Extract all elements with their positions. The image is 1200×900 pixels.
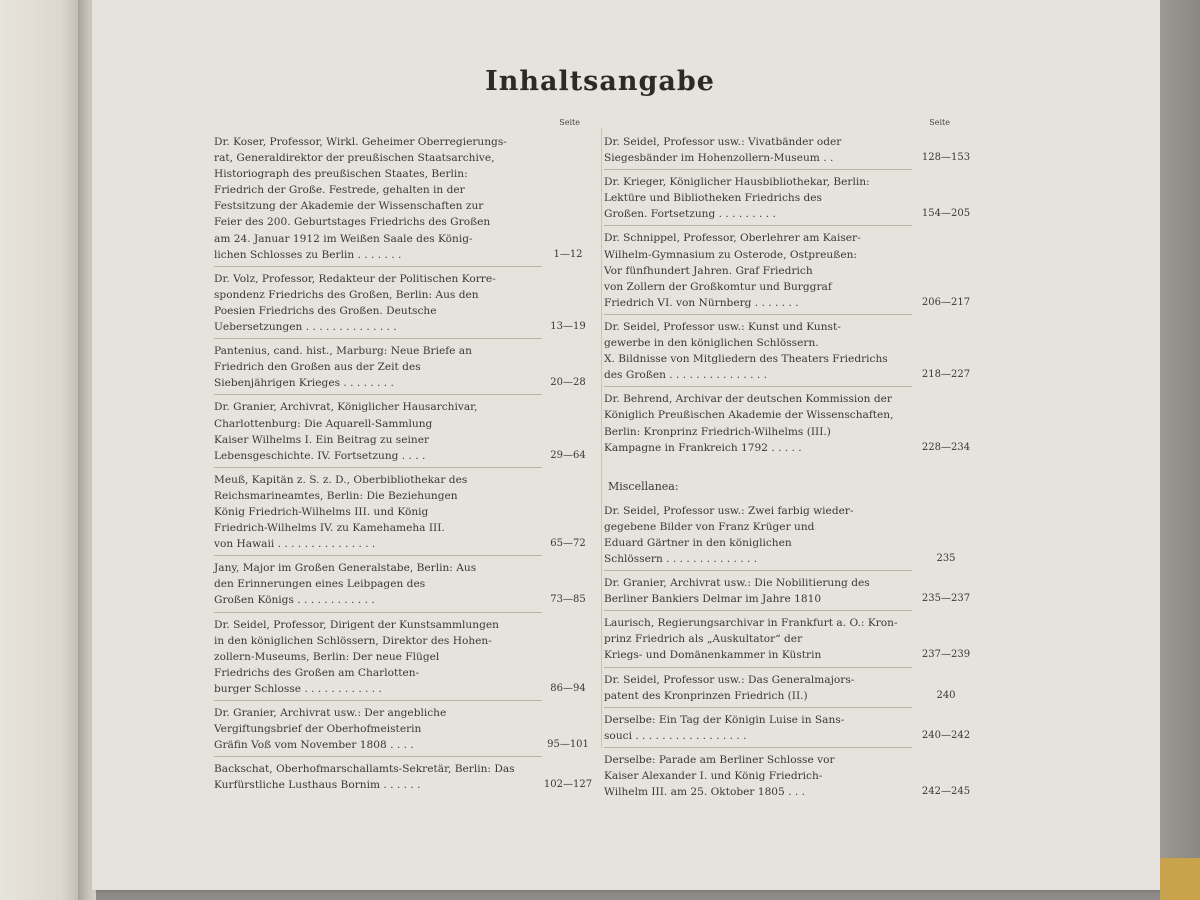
toc-entry [604, 230, 984, 310]
entry-separator [214, 338, 542, 339]
toc-entry-text: Dr. Seidel, Professor usw.: Zwei farbig wieder- gegebene Bilder von Franz Krüger und Eduard Gärtner in den königlichen Schlössern . . . . . . . . . . . . . . [604, 504, 854, 565]
toc-entry [214, 271, 598, 335]
toc-entry-text: Dr. Koser, Professor, Wirkl. Geheimer Oberregierungs- rat, Generaldirektor der preußischen Staatsarchive, Historiograph des preußischen Staates, Berlin: Friedrich der Große. Festrede, gehalten in der Festsitzung der Akademie der Wissenschaften zur Feier des 200. Geburtstages Friedrichs des Großen am 24. Januar 1912 im Weißen Saale des König- lichen Schlosses zu Berlin . . . . . . . [214, 136, 507, 261]
toc-entries-miscellanea [604, 503, 984, 801]
toc-entry [214, 560, 598, 608]
toc-entry-pages: 95—101 [547, 739, 589, 751]
entry-separator [604, 386, 912, 387]
toc-entry [604, 174, 984, 222]
toc-entry [214, 761, 598, 793]
toc-entry-pages: 73—85 [550, 594, 586, 606]
toc-entry-pages: 1—12 [553, 248, 583, 260]
toc-entry-text: Pantenius, cand. hist., Marburg: Neue Briefe an Friedrich den Großen aus der Zeit des Siebenjährigen Krieges . . . . . . . . [214, 345, 472, 390]
table-surface [1160, 0, 1200, 900]
entry-separator [214, 266, 542, 267]
toc-entry-text: Derselbe: Ein Tag der Königin Luise in Sans- souci . . . . . . . . . . . . . . . . . [604, 713, 845, 742]
toc-entry-pages: 86—94 [550, 682, 586, 694]
toc-entry [604, 319, 984, 383]
entry-separator [604, 314, 912, 315]
toc-entry-pages: 228—234 [921, 441, 971, 453]
toc-entry-text: Laurisch, Regierungsarchivar in Frankfurt a. O.: Kron- prinz Friedrich als „Auskultator“ der Kriegs- und Domänenkammer in Küstrin [604, 617, 898, 662]
toc-entry-text: Dr. Granier, Archivrat, Königlicher Hausarchivar, Charlottenburg: Die Aquarell-Sammlung Kaiser Wilhelms I. Ein Beitrag zu seiner Lebensgeschichte. IV. Fortsetzung . . . . [214, 401, 478, 462]
toc-entry [214, 617, 598, 697]
entry-separator [604, 747, 912, 748]
column-divider [601, 128, 602, 748]
page-column-header: Seite [559, 118, 580, 127]
entry-separator [604, 570, 912, 571]
toc-right-column [604, 118, 984, 800]
toc-entry [604, 752, 984, 800]
toc-entry-text: Dr. Krieger, Königlicher Hausbibliothekar, Berlin: Lektüre und Bibliotheken Friedrichs des Großen. Fortsetzung . . . . . . . . . [604, 176, 870, 221]
toc-entry-text: Dr. Seidel, Professor usw.: Vivatbänder oder Siegesbänder im Hohenzollern-Museum . . [604, 136, 842, 165]
entry-separator [214, 555, 542, 556]
toc-entry-text: Jany, Major im Großen Generalstabe, Berlin: Aus den Erinnerungen eines Leibpagen des Großen Königs . . . . . . . . . . . . [214, 562, 477, 607]
toc-entry-pages: 102—127 [543, 779, 593, 791]
page-title: Inhaltsangabe [485, 66, 715, 97]
toc-entry-text: Dr. Granier, Archivrat usw.: Die Nobilitierung des Berliner Bankiers Delmar im Jahre 1810 [604, 577, 870, 606]
left-page-edge [0, 0, 86, 900]
toc-entry-pages: 242—245 [921, 786, 971, 798]
entry-separator [214, 756, 542, 757]
toc-entries-right [604, 134, 984, 456]
entry-separator [214, 467, 542, 468]
toc-entry-text: Meuß, Kapitän z. S. z. D., Oberbibliothekar des Reichsmarineamtes, Berlin: Die Beziehungen König Friedrich-Wilhelms III. und König Friedrich-Wilhelms IV. zu Kamehameha III. von Hawaii . . . . . . . . . . . . . . . [214, 473, 468, 551]
toc-entry [604, 503, 984, 567]
toc-entry-text: Dr. Granier, Archivrat usw.: Der angebliche Vergiftungsbrief der Oberhofmeisterin Gräfin Voß vom November 1808 . . . . [214, 707, 447, 752]
toc-entry [214, 399, 598, 463]
toc-entry-pages: 235—237 [921, 593, 971, 605]
entry-separator [214, 700, 542, 701]
toc-entry [214, 343, 598, 391]
toc-entry [604, 615, 984, 663]
toc-entry-text: Backschat, Oberhofmarschallamts-Sekretär, Berlin: Das Kurfürstliche Lusthaus Bornim . . . . . . [214, 763, 515, 792]
toc-entry [604, 134, 984, 166]
toc-entry [214, 134, 598, 263]
entry-separator [214, 612, 542, 613]
entry-separator [214, 394, 542, 395]
toc-entry-text: Dr. Seidel, Professor, Dirigent der Kunstsammlungen in den königlichen Schlössern, Direktor des Hohen- zollern-Museums, Berlin: Der neue Flügel Friedrichs des Großen am Charlotten- burger Schlosse . . . . . . . . . . . . [214, 618, 499, 695]
toc-entry-pages: 20—28 [550, 377, 586, 389]
toc-entry-text: Dr. Behrend, Archivar der deutschen Kommission der Königlich Preußischen Akademie der Wissenschaften, Berlin: Kronprinz Friedrich-Wilhelms (III.) Kampagne in Frankreich 1792 . . . . . [604, 393, 894, 454]
toc-left-column [214, 118, 598, 793]
toc-entry-pages: 29—64 [550, 449, 586, 461]
toc-entry-pages: 13—19 [550, 321, 586, 333]
toc-entry-pages: 218—227 [921, 369, 971, 381]
toc-entry [604, 575, 984, 607]
toc-entries-left [214, 134, 598, 793]
toc-entry-pages: 235 [936, 552, 956, 564]
toc-entry [604, 672, 984, 704]
entry-separator [604, 610, 912, 611]
toc-entry-text: Dr. Schnippel, Professor, Oberlehrer am Kaiser- Wilhelm-Gymnasium zu Osterode, Ostpreußen: Vor fünfhundert Jahren. Graf Friedrich von Zollern der Großkomtur und Burggraf Friedrich VI. von Nürnberg . . . . . . . [604, 232, 861, 309]
toc-entry-text: Dr. Seidel, Professor usw.: Kunst und Kunst- gewerbe in den königlichen Schlössern. X. Bildnisse von Mitgliedern des Theaters Friedrichs des Großen . . . . . . . . . . . . . . . [604, 320, 888, 382]
corner-object [1160, 858, 1200, 900]
toc-entry-text: Dr. Seidel, Professor usw.: Das Generalmajors- patent des Kronprinzen Friedrich (II.) [604, 673, 855, 702]
toc-entry-pages: 128—153 [921, 152, 971, 164]
toc-entry-text: Dr. Volz, Professor, Redakteur der Politischen Korre- spondenz Friedrichs des Großen, Berlin: Aus den Poesien Friedrichs des Großen. Deutsche Uebersetzungen . . . . . . . . . . . . . . [214, 272, 496, 334]
toc-entry-pages: 206—217 [921, 296, 971, 308]
toc-entry-text: Derselbe: Parade am Berliner Schlosse vor Kaiser Alexander I. und König Friedrich- Wilhelm III. am 25. Oktober 1805 . . . [604, 753, 835, 799]
toc-entry [214, 705, 598, 753]
toc-entry-pages: 154—205 [921, 208, 971, 220]
toc-entry [604, 391, 984, 455]
toc-entry-pages: 240 [936, 689, 956, 701]
miscellanea-heading: Miscellanea: [608, 479, 679, 493]
entry-separator [604, 667, 912, 668]
entry-separator [604, 225, 912, 226]
toc-entry-pages: 240—242 [921, 729, 971, 741]
toc-entry [214, 472, 598, 552]
toc-entry [604, 712, 984, 744]
toc-entry-pages: 65—72 [550, 538, 586, 550]
entry-separator [604, 169, 912, 170]
toc-entry-pages: 237—239 [921, 649, 971, 661]
entry-separator [604, 707, 912, 708]
page-column-header: Seite [929, 118, 950, 127]
